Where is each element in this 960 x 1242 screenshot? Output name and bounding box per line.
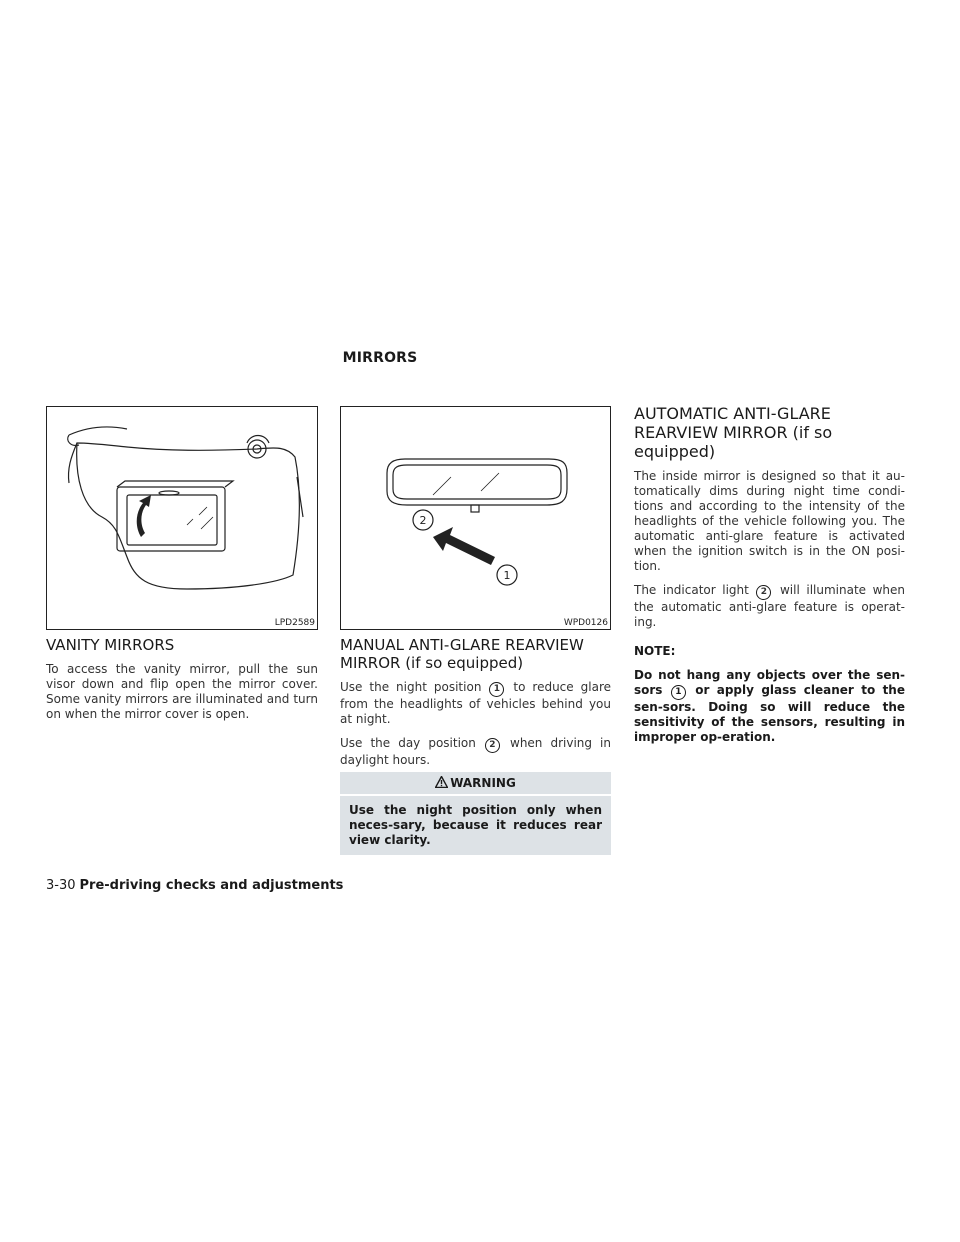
text: Use the day position	[340, 736, 476, 750]
manual-anti-glare-heading: MANUAL ANTI-GLARE REARVIEW MIRROR (if so equipped)	[340, 636, 584, 672]
night-position-paragraph	[340, 680, 611, 727]
manual-anti-glare-section	[340, 636, 611, 777]
warning-label: WARNING	[450, 776, 516, 790]
callout-2: 2	[419, 514, 427, 527]
text: Use the night position	[340, 680, 482, 694]
vanity-mirrors-heading: VANITY MIRRORS	[46, 636, 175, 654]
warning-box	[340, 772, 611, 855]
callout-circle-1: 1	[489, 682, 504, 697]
automatic-anti-glare-heading: AUTOMATIC ANTI-GLARE REARVIEW MIRROR (if so equipped)	[634, 404, 833, 461]
warning-header	[340, 772, 611, 794]
warning-text: Use the night position only when neces-sary, because it reduces rear view clarity.	[349, 803, 602, 847]
text: or apply glass cleaner to the sen-sors. Doing so will reduce the sensitivity of the sensors, resulting in improper op-eration.	[634, 683, 905, 744]
figure-rearview-mirror	[340, 406, 611, 630]
figure-code: LPD2589	[274, 618, 315, 628]
sun-visor-illustration	[47, 407, 319, 631]
page-footer	[46, 878, 343, 893]
figure-code: WPD0126	[563, 618, 608, 628]
text: Do not hang any objects over the sen-sors	[634, 668, 905, 697]
indicator-light-paragraph	[634, 583, 905, 630]
day-position-paragraph	[340, 736, 611, 768]
chapter-title: Pre-driving checks and adjustments	[79, 878, 344, 893]
figure-vanity-mirror	[46, 406, 318, 630]
text: The indicator light	[634, 583, 749, 597]
callout-1: 1	[503, 569, 511, 582]
callout-circle-1: 1	[671, 685, 686, 700]
vanity-mirrors-body: To access the vanity mirror, pull the sun visor down and flip open the mirror cover. Some vanity mirrors are illuminated and turn on when the mirror cover is open.	[46, 662, 318, 721]
note-paragraph	[634, 668, 905, 745]
text: to reduce glare from the headlights of vehicles behind you at night.	[340, 680, 611, 726]
warning-triangle-icon	[435, 776, 448, 788]
vanity-mirrors-section	[46, 636, 318, 731]
text: will illuminate when the automatic anti-glare feature is operat-ing.	[634, 583, 905, 629]
automatic-anti-glare-section	[634, 404, 905, 754]
section-title: MIRRORS	[342, 350, 418, 366]
callout-circle-2: 2	[756, 585, 771, 600]
note-label: NOTE:	[634, 644, 676, 658]
automatic-description-paragraph: The inside mirror is designed so that it au-tomatically dims during night time condi-tions and according to the intensity of the headlights of the vehicle following you. The automatic anti-glare feature is activated when the ignition switch is in the ON posi-tion.	[634, 469, 905, 573]
rearview-mirror-illustration	[341, 407, 612, 631]
page-number: 3-30	[46, 878, 76, 893]
text: when driving in daylight hours.	[340, 736, 611, 767]
callout-circle-2: 2	[485, 738, 500, 753]
